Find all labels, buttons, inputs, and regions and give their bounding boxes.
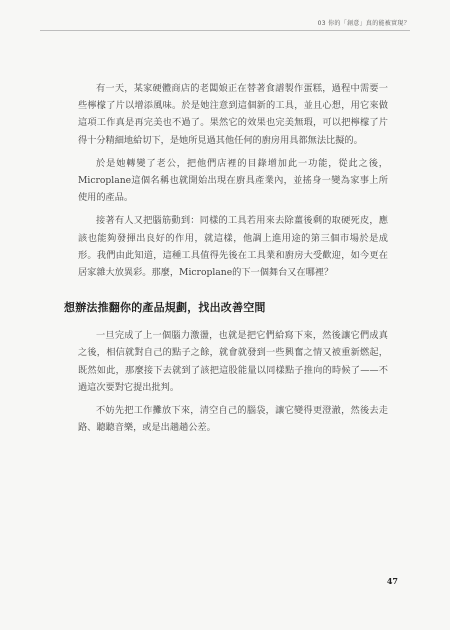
page-number: 47 (386, 576, 398, 586)
body-text (64, 80, 388, 442)
header-rule (40, 30, 410, 31)
paragraph: 有一天，某家硬體商店的老闆娘正在替著食譜製作蛋糕，過程中需要一些檸檬了片以增添風味。於是她注意到這個新的工具，並且心想，用它來做這項工作真是再完美也不過了。果然它的效果也完美無瑕，可以把檸檬了片得十分精細地給切下，是她所見過其他任何的廚房用具都無法比擬的。 (78, 83, 388, 146)
running-head: 03 你的「創意」真的能被實現？ (317, 20, 410, 27)
section-heading: 想辦法推翻你的產品規劃，找出改善空間 (64, 301, 266, 315)
paragraph: 接著有人又把腦筋動到：同樣的工具若用來去除薑後剩的取硬死皮，應該也能夠發揮出良好的作用，就這樣，他調上進用途的第三個市場於是成形。我們由此知道，這種工具值得先後在工具業和廚房大受歡迎，如今更在居家雜大放異彩。那麼，Microplane的下一個舞台又在哪裡？ (78, 215, 388, 279)
paragraph: 不妨先把工作攤放下來，清空自己的腦袋，讓它變得更澄澈，然後去走路、聽聽音樂，或是出趟趟公差。 (78, 405, 388, 434)
paragraph: 一旦完成了上一個腦力激盪，也就是把它們給寫下來，然後讓它們成真之後，相信就對自己的點子之餘，就會就發到一些興奮之情又被重新燃起，既然如此，那麼接下去就到了該把這股能量以同樣點子推向的時候了——不過這次要對它提出批判。 (78, 330, 388, 393)
paragraph: 於是她轉變了老公，把他們店裡的目錄增加此一功能，從此之後，Microplane這個名稱也就開始出現在廚具產業內，並搖身一變為家事上所使用的產品。 (78, 157, 388, 204)
